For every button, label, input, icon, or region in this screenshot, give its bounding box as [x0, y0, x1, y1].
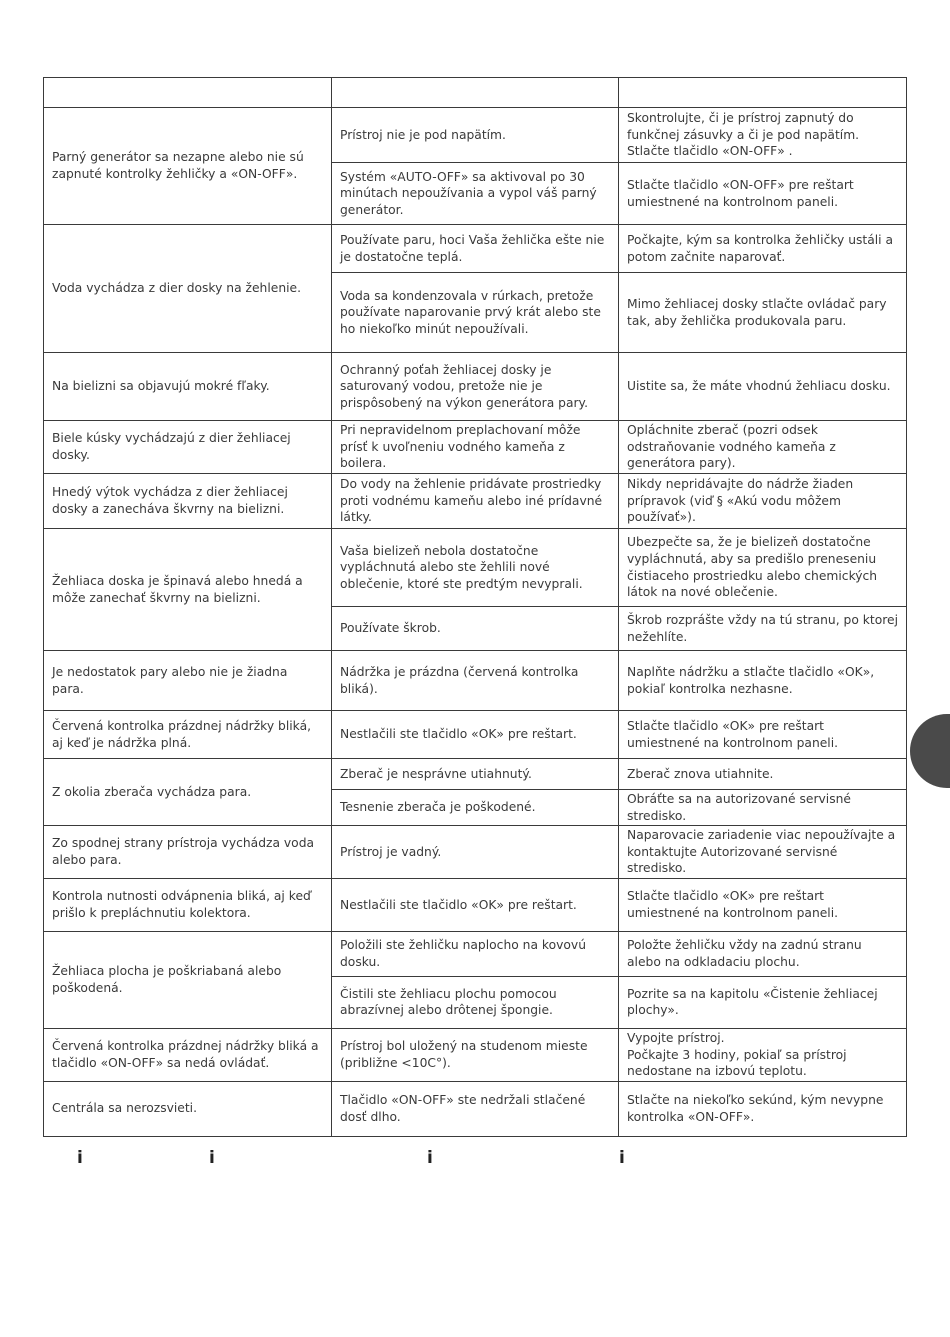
problem-cell: Zo spodnej strany prístroja vychádza voda alebo para. — [44, 826, 332, 879]
solution-cell: Stlačte tlačidlo «OK» pre reštart umiestnené na kontrolnom paneli. — [619, 711, 907, 759]
cause-cell: Používate škrob. — [332, 607, 619, 651]
solution-cell: Nikdy nepridávajte do nádrže žiaden prípravok (viď § «Akú vodu môžem používať»). — [619, 474, 907, 529]
solution-cell: Skontrolujte, či je prístroj zapnutý do funkčnej zásuvky a či je pod napätím. Stlačte tlačidlo «ON-OFF» . — [619, 108, 907, 163]
solution-cell: Stlačte tlačidlo «OK» pre reštart umiestnené na kontrolnom paneli. — [619, 878, 907, 931]
problem-cell: Na bielizni sa objavujú mokré fľaky. — [44, 353, 332, 421]
problem-cell: Hnedý výtok vychádza z dier žehliacej dosky a zanecháva škvrny na bielizni. — [44, 474, 332, 529]
solution-cell: Stlačte na niekoľko sekúnd, kým nevypne kontrolka «ON-OFF». — [619, 1081, 907, 1136]
table-row — [44, 529, 907, 607]
header-problem — [44, 78, 332, 108]
table-row — [44, 1028, 907, 1081]
cause-cell: Do vody na žehlenie pridávate prostriedky proti vodnému kameňu alebo iné prídavné látky. — [332, 474, 619, 529]
header-cause — [332, 78, 619, 108]
table-row — [44, 651, 907, 711]
cause-cell: Vaša bielizeň nebola dostatočne vypláchnutá alebo ste žehlili nové oblečenie, ktoré ste predtým nevyprali. — [332, 529, 619, 607]
cause-cell: Nestlačili ste tlačidlo «OK» pre reštart. — [332, 711, 619, 759]
solution-cell: Zberač znova utiahnite. — [619, 759, 907, 790]
footer-mark: i — [209, 1148, 215, 1168]
solution-cell: Obráťte sa na autorizované servisné stredisko. — [619, 790, 907, 826]
solution-cell: Položte žehličku vždy na zadnú stranu alebo na odkladaciu plochu. — [619, 931, 907, 976]
solution-cell: Vypojte prístroj. Počkajte 3 hodiny, pokiaľ sa prístroj nedostane na izbovú teplotu. — [619, 1028, 907, 1081]
problem-cell: Je nedostatok pary alebo nie je žiadna para. — [44, 651, 332, 711]
cause-cell: Systém «AUTO-OFF» sa aktivoval po 30 minútach nepoužívania a vypol váš parný generátor. — [332, 163, 619, 225]
table-row — [44, 353, 907, 421]
problem-cell: Voda vychádza z dier dosky na žehlenie. — [44, 225, 332, 353]
problem-cell: Centrála sa nerozsvieti. — [44, 1081, 332, 1136]
cause-cell: Používate paru, hoci Vaša žehlička ešte nie je dostatočne teplá. — [332, 225, 619, 273]
solution-cell: Mimo žehliacej dosky stlačte ovládač pary tak, aby žehlička produkovala paru. — [619, 273, 907, 353]
problem-cell: Žehliaca doska je špinavá alebo hnedá a môže zanechať škvrny na bielizni. — [44, 529, 332, 651]
solution-cell: Počkajte, kým sa kontrolka žehličky ustáli a potom začnite naparovať. — [619, 225, 907, 273]
table-body — [44, 108, 907, 1137]
solution-cell: Uistite sa, že máte vhodnú žehliacu dosku. — [619, 353, 907, 421]
cause-cell: Ochranný poťah žehliacej dosky je saturovaný vodou, pretože nie je prispôsobený na výkon generátora pary. — [332, 353, 619, 421]
table-row — [44, 225, 907, 273]
problem-cell: Biele kúsky vychádzajú z dier žehliacej dosky. — [44, 421, 332, 474]
troubleshooting-table — [43, 77, 907, 1137]
table-row — [44, 1081, 907, 1136]
solution-cell: Naplňte nádržku a stlačte tlačidlo «OK», pokiaľ kontrolka nezhasne. — [619, 651, 907, 711]
cause-cell: Nádržka je prázdna (červená kontrolka bliká). — [332, 651, 619, 711]
cause-cell: Prístroj bol uložený na studenom mieste (približne <10C°). — [332, 1028, 619, 1081]
cause-cell: Zberač je nesprávne utiahnutý. — [332, 759, 619, 790]
cause-cell: Tlačidlo «ON-OFF» ste nedržali stlačené dosť dlho. — [332, 1081, 619, 1136]
problem-cell: Žehliaca plocha je poškriabaná alebo poškodená. — [44, 931, 332, 1028]
solution-cell: Škrob rozprášte vždy na tú stranu, po ktorej nežehlíte. — [619, 607, 907, 651]
table-header-row — [44, 78, 907, 108]
problem-cell: Červená kontrolka prázdnej nádržky bliká a tlačidlo «ON-OFF» sa nedá ovládať. — [44, 1028, 332, 1081]
footer-mark: i — [619, 1148, 625, 1168]
problem-cell: Červená kontrolka prázdnej nádržky bliká, aj keď je nádržka plná. — [44, 711, 332, 759]
footer-mark: i — [427, 1148, 433, 1168]
table-row — [44, 108, 907, 163]
header-solution — [619, 78, 907, 108]
solution-cell: Naparovacie zariadenie viac nepoužívajte a kontaktujte Autorizované servisné stredisko. — [619, 826, 907, 879]
table-row — [44, 711, 907, 759]
table-row — [44, 421, 907, 474]
cause-cell: Tesnenie zberača je poškodené. — [332, 790, 619, 826]
table-row — [44, 931, 907, 976]
solution-cell: Opláchnite zberač (pozri odsek odstraňovanie vodného kameňa z generátora pary). — [619, 421, 907, 474]
cause-cell: Pri nepravidelnom preplachovaní môže prísť k uvoľneniu vodného kameňa z boilera. — [332, 421, 619, 474]
problem-cell: Parný generátor sa nezapne alebo nie sú zapnuté kontrolky žehličky a «ON-OFF». — [44, 108, 332, 225]
solution-cell: Stlačte tlačidlo «ON-OFF» pre reštart umiestnené na kontrolnom paneli. — [619, 163, 907, 225]
cause-cell: Položili ste žehličku naplocho na kovovú dosku. — [332, 931, 619, 976]
table-row — [44, 878, 907, 931]
cause-cell: Nestlačili ste tlačidlo «OK» pre reštart. — [332, 878, 619, 931]
cause-cell: Prístroj je vadný. — [332, 826, 619, 879]
cause-cell: Voda sa kondenzovala v rúrkach, pretože používate naparovanie prvý krát alebo ste ho niekoľko minút nepoužívali. — [332, 273, 619, 353]
cause-cell: Prístroj nie je pod napätím. — [332, 108, 619, 163]
footer-mark: i — [77, 1148, 83, 1168]
cause-cell: Čistili ste žehliacu plochu pomocou abrazívnej alebo drôtenej špongie. — [332, 976, 619, 1028]
section-tab-marker — [910, 714, 950, 788]
table-row — [44, 759, 907, 790]
solution-cell: Pozrite sa na kapitolu «Čistenie žehliacej plochy». — [619, 976, 907, 1028]
table-row — [44, 826, 907, 879]
problem-cell: Z okolia zberača vychádza para. — [44, 759, 332, 826]
table-row — [44, 474, 907, 529]
problem-cell: Kontrola nutnosti odvápnenia bliká, aj keď prišlo k prepláchnutiu kolektora. — [44, 878, 332, 931]
solution-cell: Ubezpečte sa, že je bielizeň dostatočne vypláchnutá, aby sa predišlo preneseniu čistiaceho prostriedku alebo chemických látok na nové oblečenie. — [619, 529, 907, 607]
